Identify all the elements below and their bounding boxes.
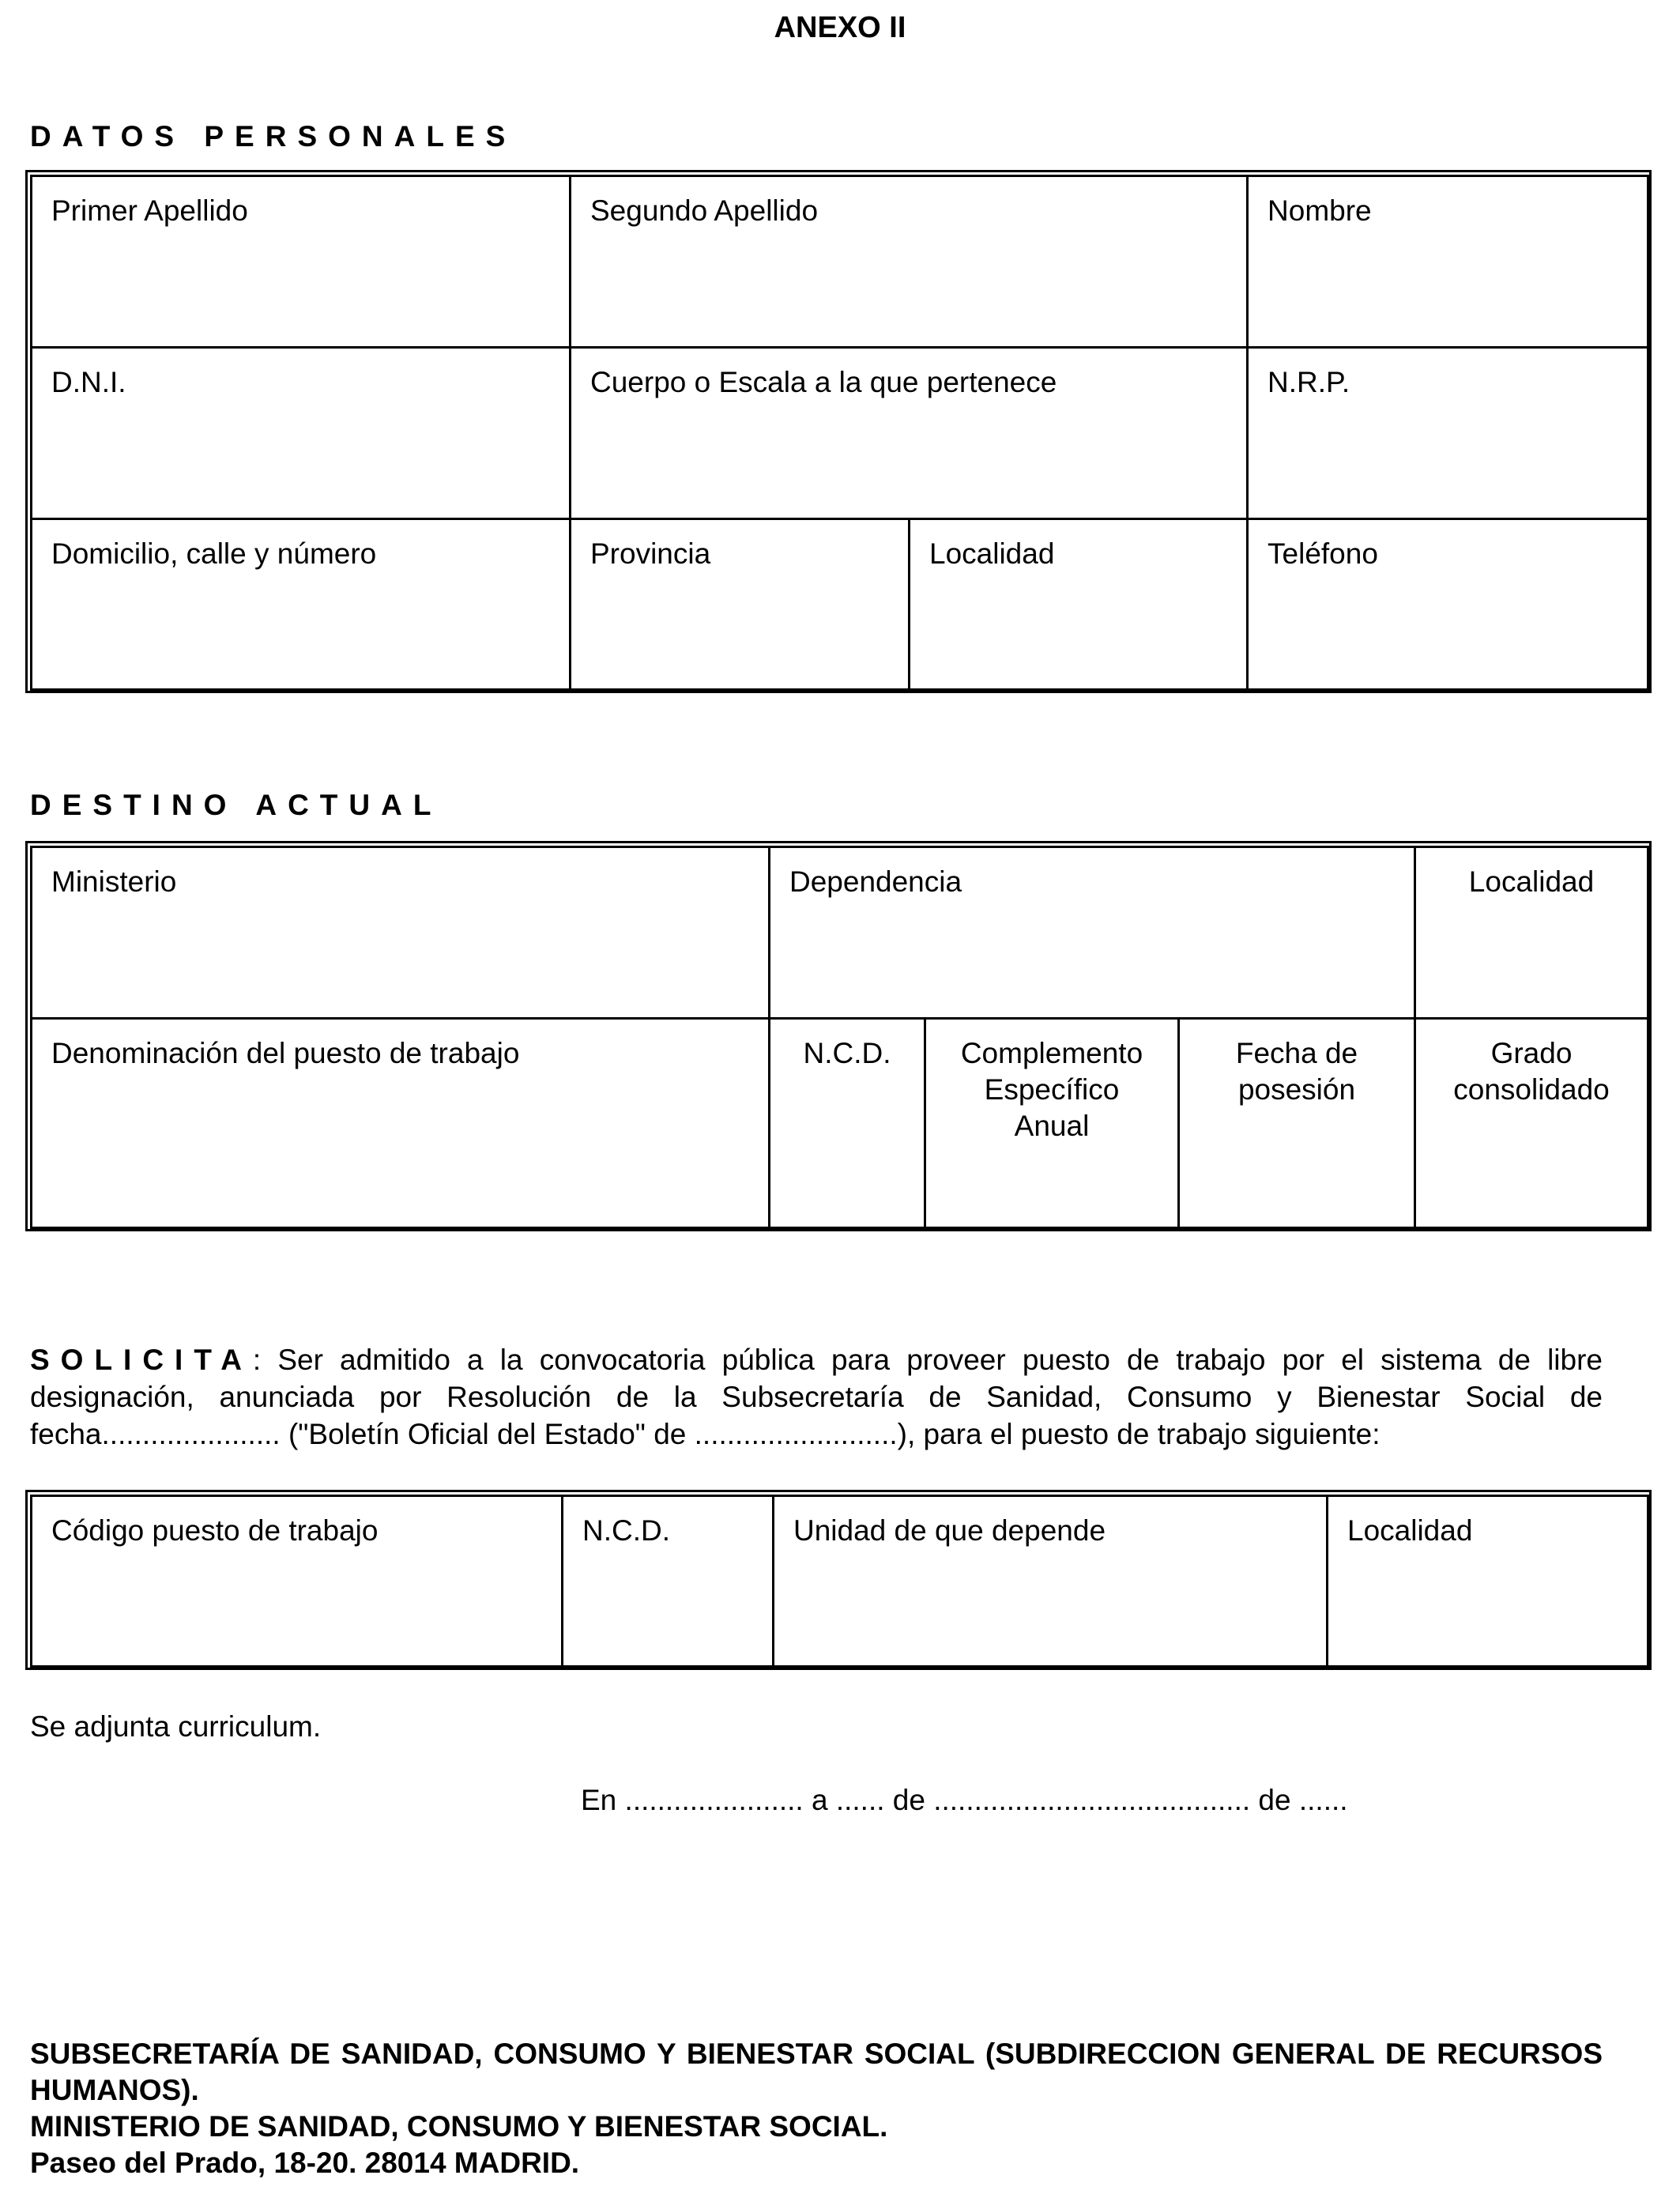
field-unidad-depende[interactable]: Unidad de que depende <box>774 1496 1328 1667</box>
solicita-lead: SOLICITA <box>30 1344 253 1376</box>
datos-personales-table <box>30 175 1649 691</box>
field-nrp[interactable]: N.R.P. <box>1248 348 1648 519</box>
field-dependencia[interactable]: Dependencia <box>770 847 1415 1019</box>
footer-address <box>30 2036 1603 2181</box>
field-primer-apellido[interactable]: Primer Apellido <box>32 176 571 348</box>
field-codigo-puesto[interactable]: Código puesto de trabajo <box>32 1496 563 1667</box>
field-telefono[interactable]: Teléfono <box>1248 519 1648 690</box>
fecha-lugar-line: En ...................... a ...... de ....................................... de ...... <box>581 1784 1348 1816</box>
footer-line-ministerio: MINISTERIO DE SANIDAD, CONSUMO Y BIENESTAR SOCIAL. <box>30 2110 888 2143</box>
section-heading-datos-personales: DATOS PERSONALES <box>30 120 517 153</box>
destino-actual-table <box>30 846 1649 1229</box>
field-localidad-solicitado[interactable]: Localidad <box>1328 1496 1648 1667</box>
field-ncd-solicitado[interactable]: N.C.D. <box>563 1496 774 1667</box>
solicita-text: : Ser admitido a la convocatoria pública para proveer puesto de trabajo por el sistema de libre designación, anunciada por Resolución de la Subsecretaría de Sanidad, Consumo y Bienestar Social de fecha...................... ("Boletín Oficial del Estado" de .........................), para el puesto de trabajo siguiente: <box>30 1344 1603 1450</box>
footer-line-subsecretaria: SUBSECRETARÍA DE SANIDAD, CONSUMO Y BIENESTAR SOCIAL (SUBDIRECCION GENERAL DE RECURSOS HUMANOS). <box>30 2038 1603 2106</box>
field-cuerpo-escala[interactable]: Cuerpo o Escala a la que pertenece <box>571 348 1248 519</box>
field-grado-consolidado[interactable]: Grado consolidado <box>1415 1019 1648 1228</box>
page-title: ANEXO II <box>774 11 906 44</box>
field-denominacion-puesto[interactable]: Denominación del puesto de trabajo <box>32 1019 770 1228</box>
puesto-solicitado-table <box>30 1495 1649 1668</box>
footer-line-direccion: Paseo del Prado, 18-20. 28014 MADRID. <box>30 2147 580 2179</box>
field-segundo-apellido[interactable]: Segundo Apellido <box>571 176 1248 348</box>
field-ncd[interactable]: N.C.D. <box>770 1019 925 1228</box>
field-dni[interactable]: D.N.I. <box>32 348 571 519</box>
field-localidad-destino[interactable]: Localidad <box>1415 847 1648 1019</box>
adjunta-curriculum: Se adjunta curriculum. <box>30 1710 322 1743</box>
field-domicilio[interactable]: Domicilio, calle y número <box>32 519 571 690</box>
field-ministerio[interactable]: Ministerio <box>32 847 770 1019</box>
field-complemento-especifico[interactable]: Complemento Específico Anual <box>925 1019 1179 1228</box>
field-localidad[interactable]: Localidad <box>910 519 1248 690</box>
section-heading-destino-actual: DESTINO ACTUAL <box>30 789 443 821</box>
solicita-paragraph <box>30 1341 1603 1453</box>
field-provincia[interactable]: Provincia <box>571 519 910 690</box>
field-fecha-posesion[interactable]: Fecha de posesión <box>1179 1019 1415 1228</box>
field-nombre[interactable]: Nombre <box>1248 176 1648 348</box>
